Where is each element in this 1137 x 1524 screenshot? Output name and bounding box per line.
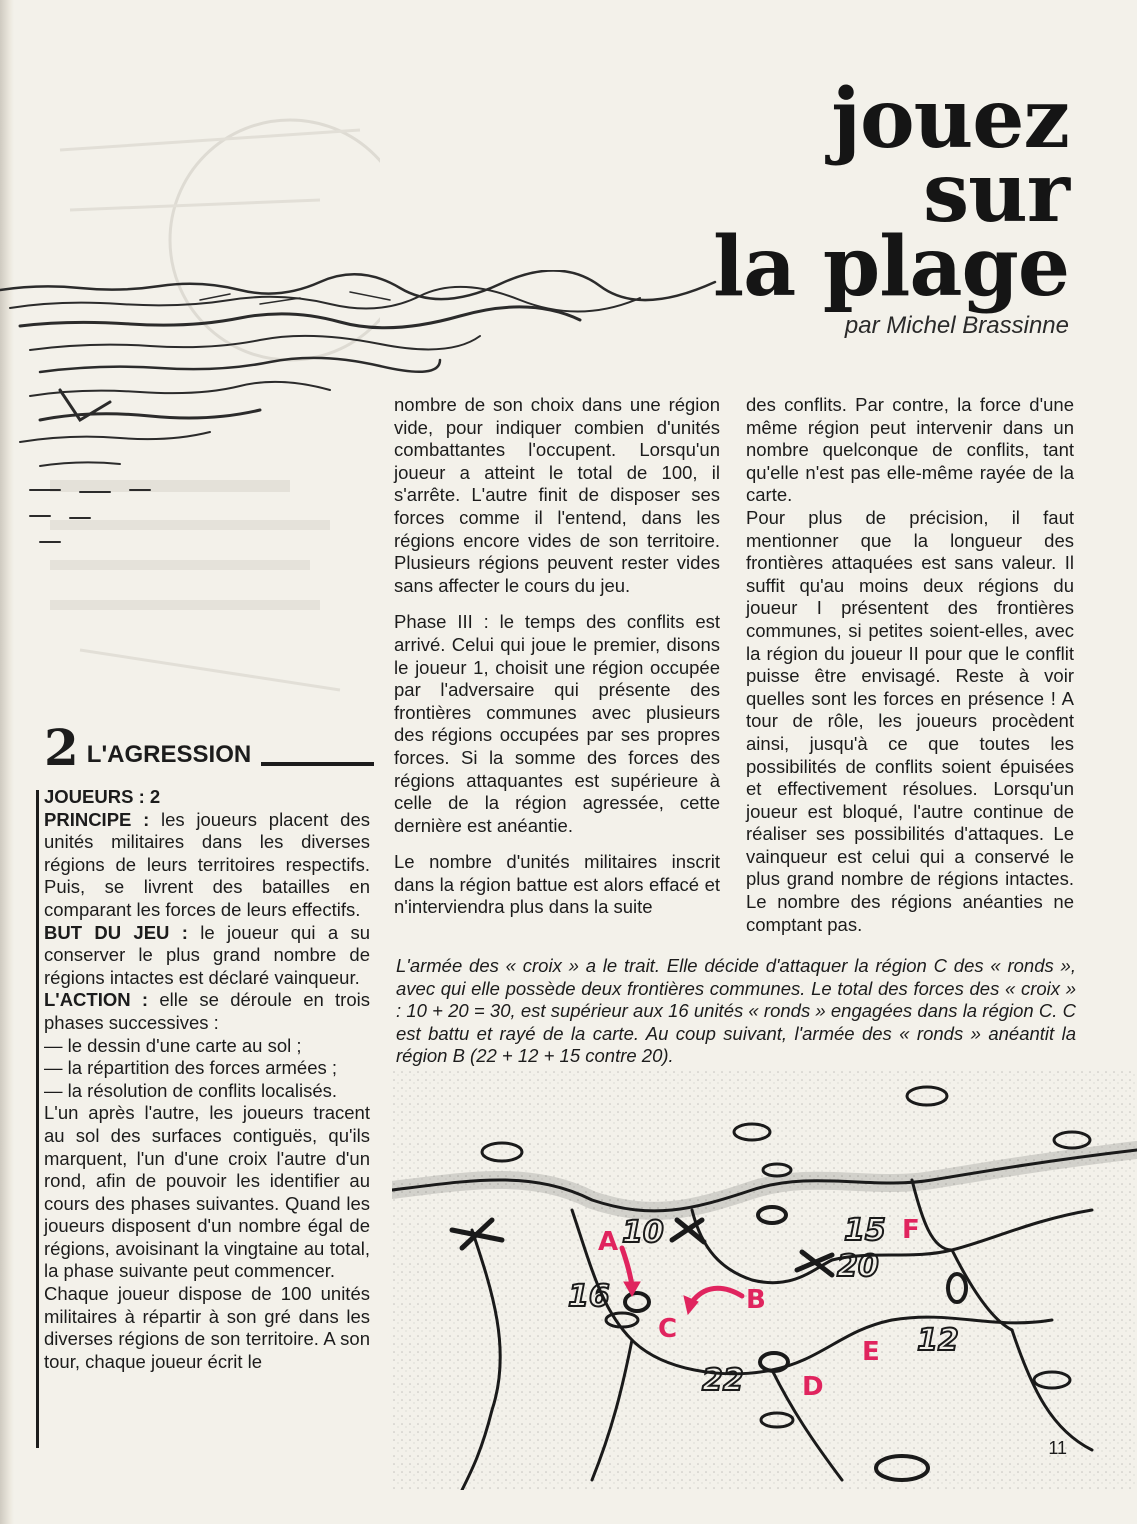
region-label-e: E [862,1337,880,1367]
middle-paragraph-1: nombre de son choix dans une région vide, pour indiquer combien d'unités combattantes l'occupent. Lorsqu'un joueur a atteint le total de 100, il s'arrête. L'autre finit de disposer ses forces comme il l'entend, dans les régions encore vides de son territoire. Plusieurs régions peuvent rester vides sans affecter le cours du jeu. [394,394,720,596]
right-paragraph-1: des conflits. Par contre, la force d'une même région peut intervenir dans un nombre quelconque de conflits, tant qu'elle n'est pas elle-même rayée de la carte. [746,394,1074,506]
phase-item-3: — la résolution de conflits localisés. [44,1079,338,1101]
sand-map-illustration [392,1070,1137,1490]
action-text: elle se déroule en trois phases successives : [44,989,370,1033]
players-label: JOUEURS : [44,786,145,807]
action-label: L'ACTION : [44,989,149,1011]
article-title [649,71,1069,315]
map-number-20: 20 [837,1249,879,1284]
middle-paragraph-2: Phase III : le temps des conflits est arrivé. Celui qui joue le premier, disons le joueur 1, choisit une région occupée par l'adversaire qui présente des frontières communes avec plusieurs des régions occupées par ses propres forces. Si la somme des forces des régions attaquantes est supérieure à celle de la région agressée, cette dernière est anéantie. [394,611,720,836]
map-number-12: 12 [917,1323,959,1358]
region-label-b: B [746,1285,766,1315]
section-title: L'AGRESSION [86,741,252,768]
map-number-16: 16 [568,1279,610,1314]
left-column [44,786,370,1373]
players-line [44,786,370,809]
principle-paragraph [44,809,370,922]
middle-column [394,394,720,933]
column-rule [36,790,39,1448]
title-line-1: jouez [831,71,1069,167]
region-label-d: D [802,1372,824,1402]
phase-item-2: — la répartition des forces armées ; [44,1057,338,1079]
title-line-3: la plage [713,219,1069,315]
right-paragraph-2: Pour plus de précision, il faut mentionner que la longueur des frontières attaquées est sans valeur. Il suffit qu'au moins deux régions du joueur I présentent des frontières communes, si petites soient-elles, avec la région du joueur II pour que le conflit puisse être envisagé. Reste à voir quelles sont les forces en présence ! A tour de rôle, les joueurs procèdent ainsi, jusqu'à ce que toutes les possibilités de conflits soient épuisées et effectivement résolues. Lorsqu'un joueur est bloqué, l'autre continue de réaliser ses possibilités d'attaques. Le vainqueur est celui qui a conservé le plus grand nombre de régions intactes. Le nombre des régions anéanties ne comptant pas. [746,506,1074,935]
page-number: 11 [1048,1438,1067,1458]
byline: par Michel Brassinne [844,312,1069,339]
page-spine [0,0,14,1524]
region-label-a: A [598,1227,619,1257]
goal-label: BUT DU JEU : [44,921,188,943]
action-paragraph [44,989,370,1034]
units-paragraph: Chaque joueur dispose de 100 unités militaires à répartir à son gré dans les diverses régions de son territoire. A son tour, chaque joueur écrit le [44,1283,370,1372]
middle-paragraph-3: Le nombre d'unités militaires inscrit dans la région battue est alors effacé et n'interviendra plus dans la suite [394,851,720,918]
principle-text: les joueurs placent des unités militaires dans les diverses régions de leurs territoires respectifs. Puis, se livrent des batailles en comparant les forces de leurs effectifs. [44,808,370,920]
goal-text: le joueur qui a su conserver le plus grand nombre de régions intactes est déclaré vainqueur. [44,921,371,988]
region-label-f: F [902,1215,920,1245]
section-heading [44,718,374,777]
section-rule [261,762,374,766]
map-number-15: 15 [844,1213,886,1248]
principle-label: PRINCIPE : [44,808,150,830]
goal-paragraph [44,922,370,990]
map-number-22: 22 [702,1363,744,1398]
map-number-10: 10 [622,1215,664,1250]
phase-item-1: — le dessin d'une carte au sol ; [44,1034,302,1056]
title-line-2: sur [923,145,1069,241]
illustration-caption: L'armée des « croix » a le trait. Elle décide d'attaquer la région C des « ronds », avec qui elle possède deux frontières communes. Le total des forces des « croix » : 10 + 20 = 30, est supérieur aux 16 unités « ronds » engagées dans la région C. C est battu et rayé de la carte. Au coup suivant, l'armée des « ronds » anéantit la région B (22 + 12 + 15 contre 20). [396,955,1076,1067]
players-value: 2 [144,786,161,807]
map-drawing-paragraph: L'un après l'autre, les joueurs tracent au sol des surfaces contiguës, qu'ils marquent, l'un d'une croix l'autre d'un rond, afin de pouvoir les identifier au cours des phases suivantes. Quand les joueurs disposent d'un nombre égal de régions, avoisinant la vingtaine au total, la phase suivante peut commencer. [44,1102,370,1282]
right-column [746,394,1074,936]
section-number: 2 [44,718,79,777]
region-label-c: C [658,1314,678,1344]
